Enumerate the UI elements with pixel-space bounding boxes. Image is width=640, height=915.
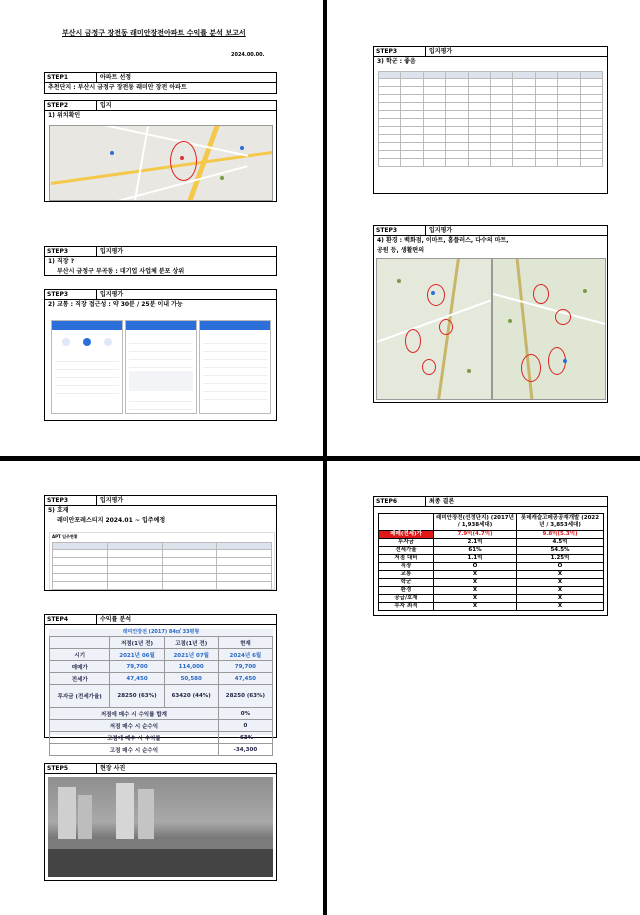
status-header: APT 입주현황 — [52, 534, 78, 539]
col-low: 저점(1년 전) — [110, 637, 164, 649]
step-label: STEP4 — [45, 615, 97, 624]
report-date: 2024.00.00. — [231, 52, 265, 58]
step-title: 현장 사진 — [100, 765, 126, 772]
step-title: 입지평가 — [429, 48, 453, 55]
step-title: 수익률 분석 — [100, 616, 132, 623]
report-page-3 — [0, 461, 323, 915]
section-environment — [373, 225, 608, 403]
table-row: 시기 2021년 06월 2021년 07월 2024년 6월 — [50, 649, 273, 661]
table-row: 전세가 47,450 50,580 47,450 — [50, 673, 273, 685]
step-label: STEP3 — [45, 496, 97, 505]
table-row: 전세가율 61% 54.5% — [379, 547, 604, 555]
table-row: 교통 X X — [379, 571, 604, 579]
step-title: 입지평가 — [429, 227, 453, 234]
table-row: 투자금 2.1억 4.5억 — [379, 539, 604, 547]
move-in-status-image — [49, 532, 275, 590]
step-title: 입지평가 — [100, 497, 124, 504]
step-title: 입지 — [100, 102, 112, 109]
step-title: 입지평가 — [100, 248, 124, 255]
section-step3-job — [44, 246, 277, 276]
table-row: 매매가 79,700 114,000 79,700 — [50, 661, 273, 673]
location-pin-icon — [180, 156, 184, 160]
report-title: 부산시 금정구 장전동 래미안장전아파트 수익률 분석 보고서 — [62, 29, 246, 37]
environment-map-2 — [492, 258, 606, 400]
table-row: 직장 O O — [379, 563, 604, 571]
step-label: STEP1 — [45, 73, 97, 82]
route-screenshot-3 — [199, 320, 271, 414]
step-text-1: 1) 직장 ? — [48, 258, 75, 265]
profit-header: 래미안장전 (2017) 84㎡ 33평형 — [122, 629, 200, 635]
section-profit — [44, 614, 277, 754]
step-text: 2) 교통 : 직장 접근성 : 약 30분 / 25분 이내 가능 — [48, 301, 183, 308]
step-text: 1) 위치확인 — [48, 112, 81, 119]
school-table-image — [378, 71, 603, 189]
table-row: 학군 X X — [379, 579, 604, 587]
step-title: 입지평가 — [100, 291, 124, 298]
table-header-row: 래미안장전(선정단지) (2017년 / 1,938세대) 롯데캐슬고메공공재개발 (2022년 / 3,853세대) — [379, 514, 604, 531]
site-photo — [48, 777, 273, 877]
route-screenshot-1 — [51, 320, 123, 414]
step-text: 3) 학군 : 좋음 — [377, 58, 416, 65]
summary-row: 고점 매수 시 순수익 -34,300 — [50, 744, 273, 756]
environment-map-1 — [376, 258, 492, 400]
step-text-1: 4) 환경 : 백화점, 이마트, 홈플러스, 다수의 마트, — [377, 237, 509, 244]
summary-row: 저점 매수 시 순수익 0 — [50, 720, 273, 732]
target-circle — [170, 141, 197, 181]
table-row: 저점 대비 1.1억 1.25억 — [379, 555, 604, 563]
step-label: STEP3 — [374, 226, 426, 235]
section-step1 — [44, 72, 277, 94]
step-label: STEP6 — [374, 497, 426, 506]
step-label: STEP3 — [374, 47, 426, 56]
step-title: 아파트 선정 — [100, 74, 132, 81]
col-now: 현재 — [218, 637, 272, 649]
section-step3-traffic — [44, 289, 277, 421]
step-text-2: 부산시 금정구 부곡동 : 대기업 사업체 분포 상위 — [57, 268, 185, 275]
step-text-2: 래미안포레스티지 2024.01 ~ 입주예정 — [57, 517, 166, 524]
step-text-2: 공원 등, 생활편의 — [377, 247, 425, 254]
step-label: STEP2 — [45, 101, 97, 110]
step-label: STEP5 — [45, 764, 97, 773]
section-step2 — [44, 100, 277, 202]
step-label: STEP3 — [45, 247, 97, 256]
col-high: 고점(1년 전) — [164, 637, 218, 649]
step-title: 최종 결론 — [429, 498, 455, 505]
table-row: 투자 최적 X X — [379, 603, 604, 611]
section-conclusion — [373, 496, 608, 616]
section-school — [373, 46, 608, 194]
step-text: 추천단지 : 부산시 금정구 장전동 래미안 장전 아파트 — [48, 84, 187, 91]
report-page-2 — [327, 0, 640, 456]
route-screenshot-2 — [125, 320, 197, 414]
summary-row: 고점에 매수 시 수익률 -63% — [50, 732, 273, 744]
summary-row: 저점에 매수 시 수익률 합계 0% — [50, 708, 273, 720]
table-row: 투자금 (전세가율) 28250 (63%) 63420 (44%) 28250 (63%) — [50, 685, 273, 708]
section-development — [44, 495, 277, 591]
section-site-photo — [44, 763, 277, 881]
step-text-1: 5) 호재 — [48, 507, 69, 514]
step-label: STEP3 — [45, 290, 97, 299]
table-row: 환경 X X — [379, 587, 604, 595]
table-row: 매매(전세)가 7.9억(4.7억) 9.8억(5.3억) — [379, 531, 604, 539]
conclusion-table — [378, 513, 604, 611]
report-page-4 — [327, 461, 640, 915]
location-map — [49, 125, 273, 201]
profit-table — [49, 629, 273, 754]
report-page-1 — [0, 0, 323, 456]
table-row: 공급/호재 X X — [379, 595, 604, 603]
